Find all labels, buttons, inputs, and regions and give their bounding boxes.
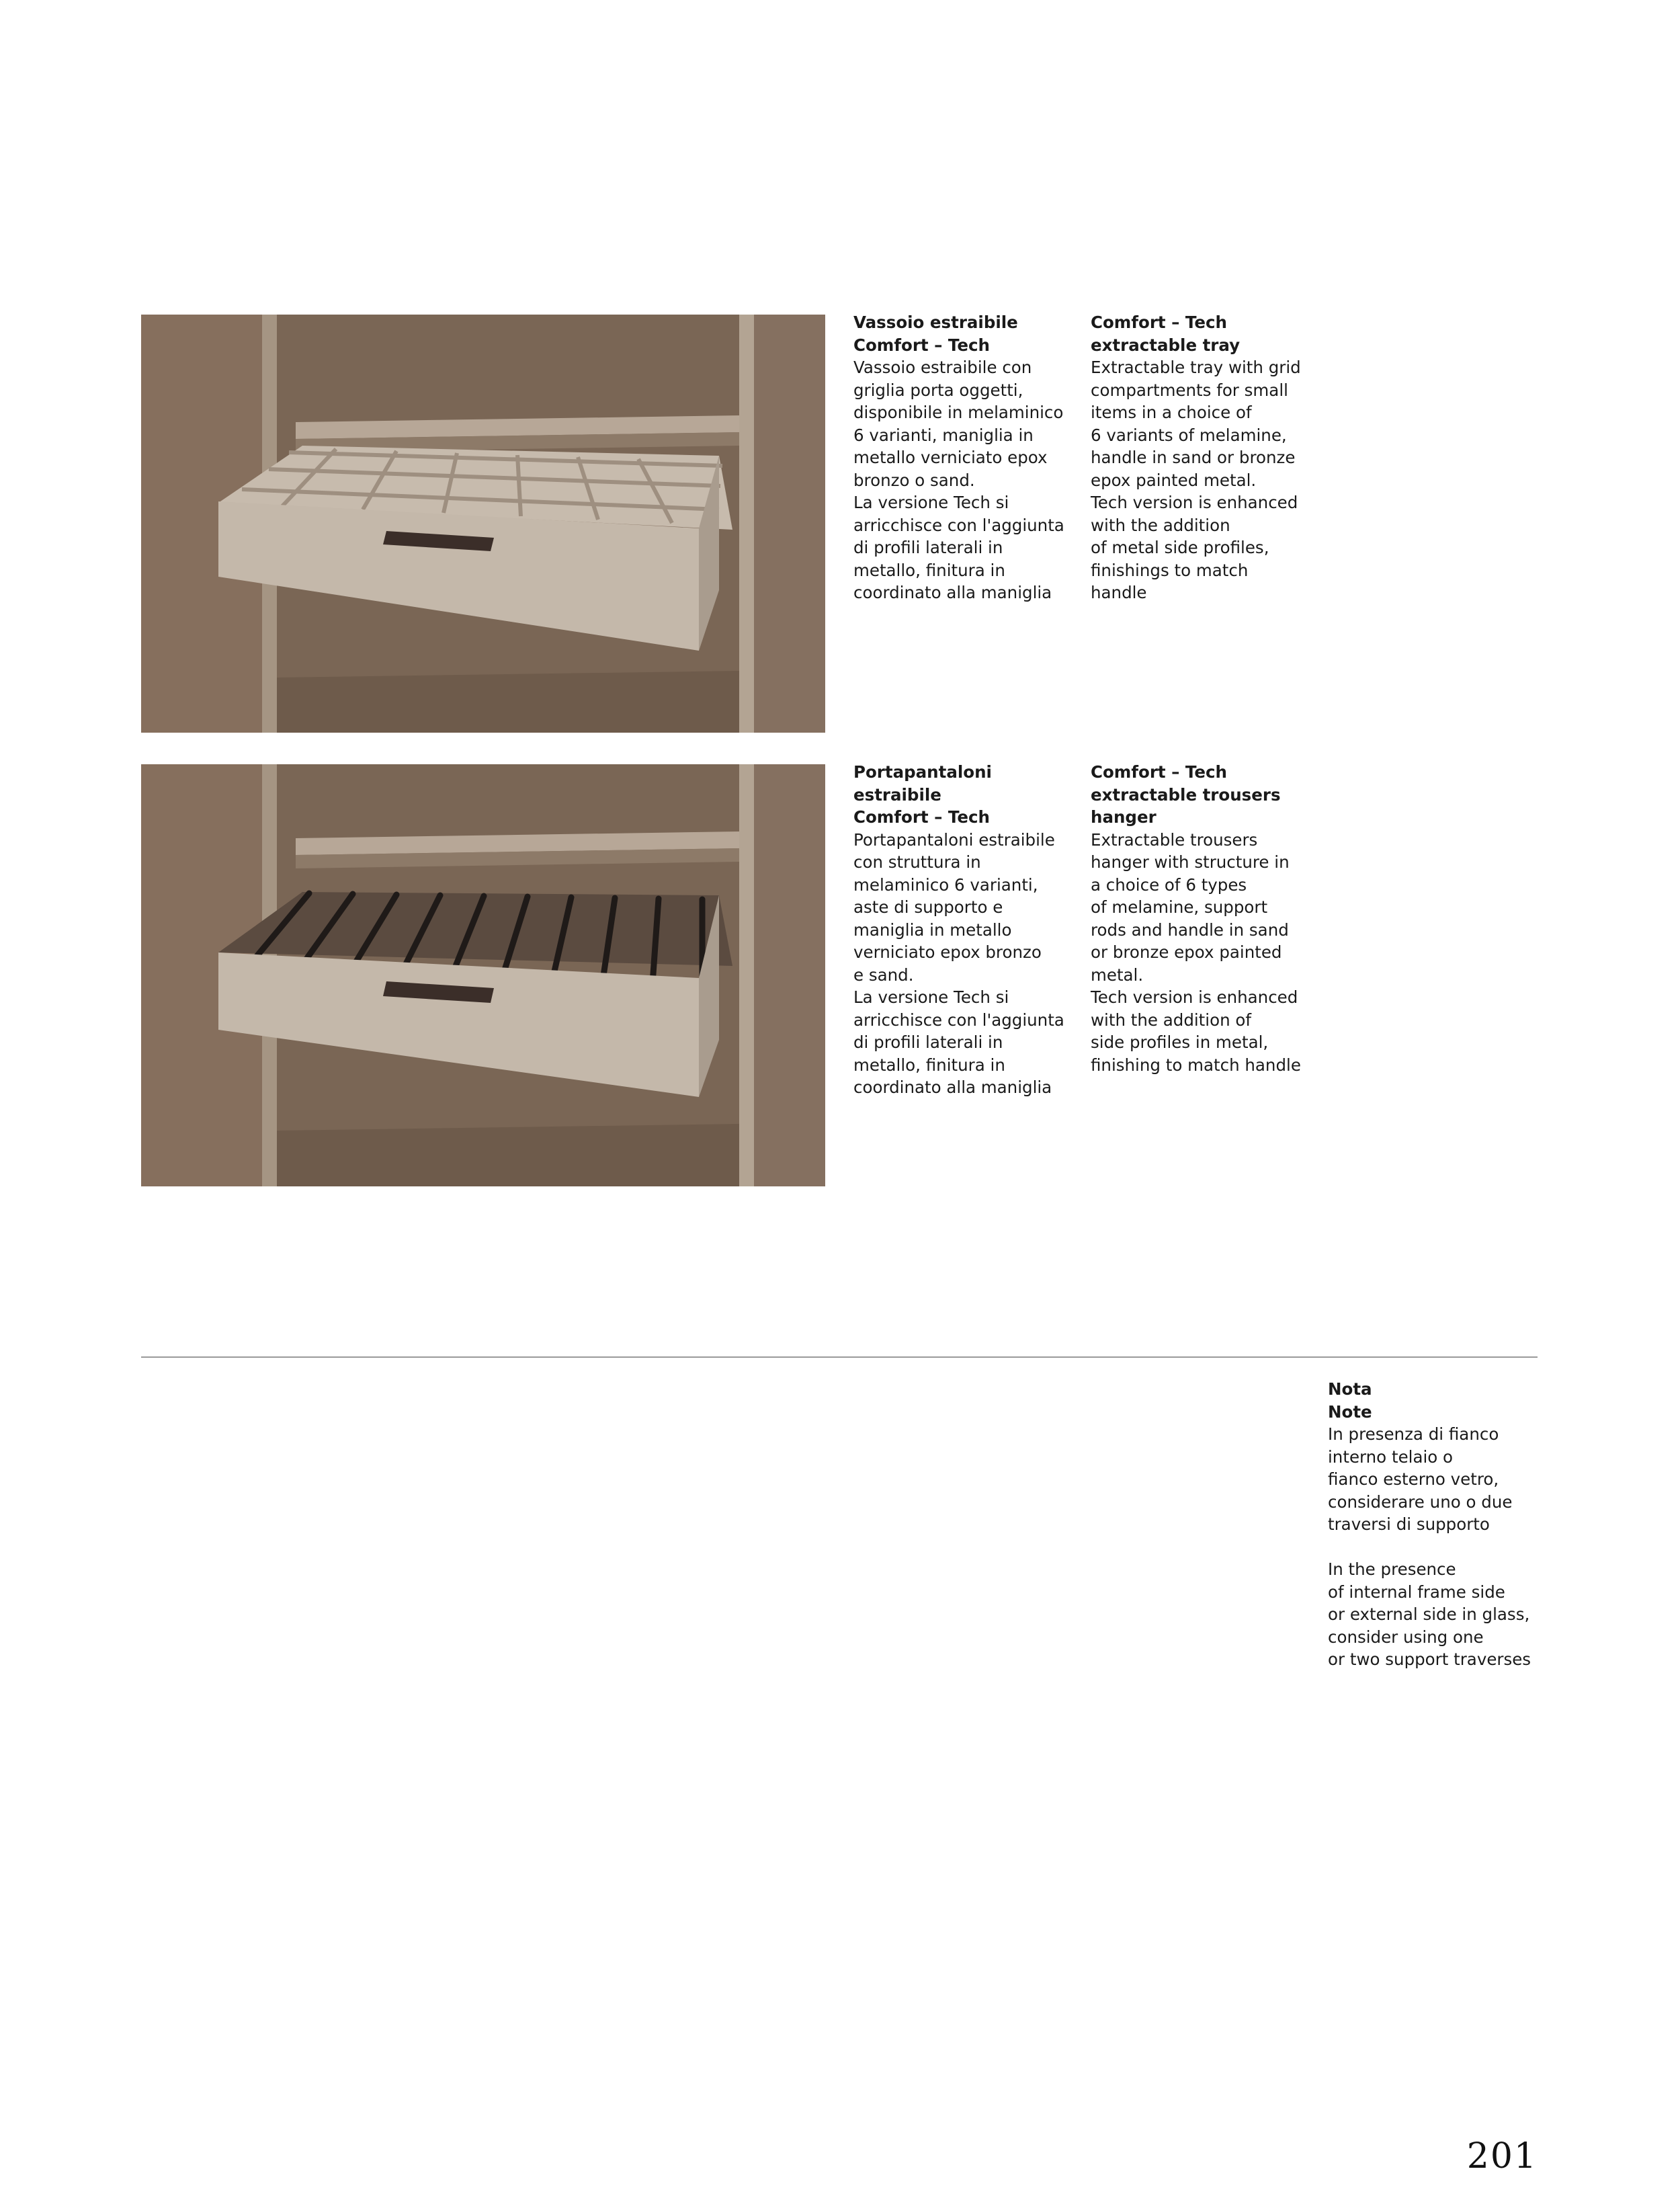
page-number: 201: [1466, 2136, 1538, 2176]
tray-description-italian: [853, 311, 1082, 604]
hanger-title-en-line2: extractable trousers: [1091, 784, 1281, 805]
trousers-hanger-description-italian: [853, 761, 1082, 1099]
hanger-title-it-line1: Portapantaloni estraibile: [853, 762, 992, 805]
trousers-hanger-description-english: [1091, 761, 1319, 1076]
tray-description-english: [1091, 311, 1319, 604]
hanger-title-en-line3: hanger: [1091, 807, 1157, 827]
tray-title-it-line1: Vassoio estraibile: [853, 313, 1018, 332]
tray-title-en-line1: Comfort – Tech: [1091, 313, 1227, 332]
note-block: [1328, 1378, 1543, 1671]
hanger-title-it-line2: Comfort – Tech: [853, 807, 990, 827]
note-body-it: In presenza di fianco interno telaio o fianco esterno vetro, considerare uno o due traversi di supporto: [1328, 1424, 1513, 1534]
tray-body-it: Vassoio estraibile con griglia porta oggetti, disponibile in melaminico 6 varianti, maniglia in metallo verniciato epox bronzo o sand. La versione Tech si arricchisce con l'aggiunta di profili laterali in metallo, finitura in coordinato alla maniglia: [853, 358, 1064, 602]
hanger-title-en-line1: Comfort – Tech: [1091, 762, 1227, 782]
note-title-en: Note: [1328, 1401, 1372, 1422]
hanger-body-it: Portapantaloni estraibile con struttura in melaminico 6 varianti, aste di supporto e maniglia in metallo verniciato epox bronzo e sand. La versione Tech si arricchisce con l'aggiunta di profili laterali in metallo, finitura in coordinato alla maniglia: [853, 829, 1064, 1097]
note-body-en: In the presence of internal frame side or external side in glass, consider using one or two support traverses: [1328, 1559, 1531, 1669]
trousers-hanger-photo: [141, 764, 825, 1186]
hanger-body-en: Extractable trousers hanger with structure in a choice of 6 types of melamine, support rods and handle in sand or bronze epox painted metal. Tech version is enhanced with the addition of side profiles in metal, finishing to match handle: [1091, 829, 1301, 1075]
note-title-it: Nota: [1328, 1379, 1372, 1399]
note-spacer: [1328, 1536, 1543, 1559]
tray-body-en: Extractable tray with grid compartments for small items in a choice of 6 variants of melamine, handle in sand or bronze epox painted metal. Tech version is enhanced with the addition of metal side profiles, finishings to match handle: [1091, 358, 1301, 602]
extractable-tray-photo: [141, 315, 825, 733]
section-divider: [141, 1356, 1538, 1358]
tray-title-it-line2: Comfort – Tech: [853, 335, 990, 355]
tray-title-en-line2: extractable tray: [1091, 335, 1241, 355]
